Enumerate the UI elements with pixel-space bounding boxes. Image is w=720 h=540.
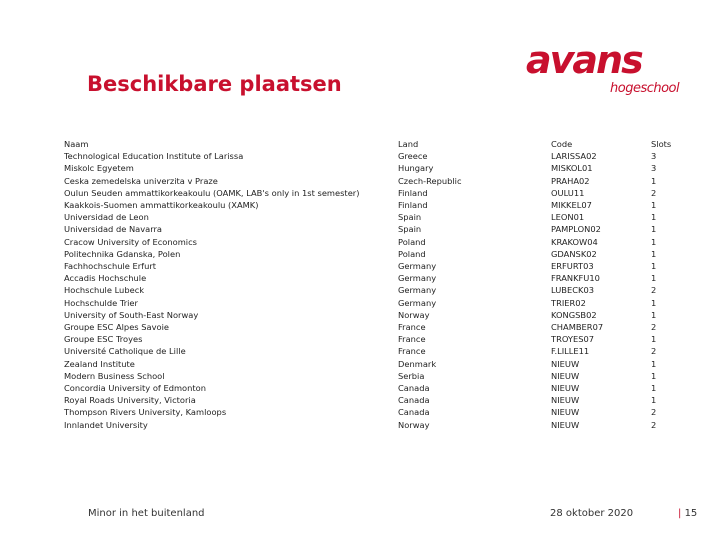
cell-code: MIKKEL07 [551, 200, 592, 211]
cell-name: Universidad de Navarra [64, 224, 162, 235]
cell-name: Groupe ESC Alpes Savoie [64, 322, 169, 333]
cell-slots: 1 [651, 175, 657, 186]
cell-name: Kaakkois-Suomen ammattikorkeakoulu (XAMK) [64, 200, 259, 211]
cell-name: Oulun Seuden ammattikorkeakoulu (OAMK, LAB's only in 1st semester) [64, 187, 360, 198]
cell-slots: 1 [651, 236, 657, 247]
cell-land: Czech-Republic [398, 175, 462, 186]
cell-slots: 2 [651, 419, 657, 430]
table-row [64, 297, 684, 309]
header-name: Naam [64, 139, 89, 149]
cell-slots: 2 [651, 187, 657, 198]
cell-name: Concordia University of Edmonton [64, 383, 206, 394]
cell-land: Germany [398, 285, 437, 296]
cell-name: Miskolc Egyetem [64, 163, 134, 174]
table-row [64, 162, 684, 174]
cell-name: Innlandet University [64, 419, 148, 430]
cell-land: Germany [398, 261, 437, 272]
table-row [64, 284, 684, 296]
cell-land: Canada [398, 395, 430, 406]
cell-land: Germany [398, 273, 437, 284]
footer-page-number [678, 508, 697, 519]
cell-code: NIEUW [551, 419, 580, 430]
cell-code: TRIER02 [551, 297, 586, 308]
cell-code: ERFURT03 [551, 261, 594, 272]
cell-code: GDANSK02 [551, 248, 597, 259]
table-row [64, 248, 684, 260]
cell-name: Universidad de Leon [64, 212, 149, 223]
places-table [64, 138, 684, 431]
cell-slots: 1 [651, 370, 657, 381]
cell-code: LEON01 [551, 212, 585, 223]
table-row [64, 236, 684, 248]
cell-code: CHAMBER07 [551, 322, 604, 333]
cell-name: Cracow University of Economics [64, 236, 197, 247]
cell-slots: 2 [651, 346, 657, 357]
cell-code: MISKOL01 [551, 163, 593, 174]
logo-wordmark: avans [526, 38, 642, 82]
table-row [64, 406, 684, 418]
table-row [64, 333, 684, 345]
cell-code: KRAKOW04 [551, 236, 598, 247]
cell-land: Norway [398, 419, 430, 430]
cell-slots: 1 [651, 200, 657, 211]
cell-slots: 1 [651, 358, 657, 369]
cell-land: Germany [398, 297, 437, 308]
cell-name: Groupe ESC Troyes [64, 334, 143, 345]
table-header-row [64, 138, 684, 150]
footer-date: 28 oktober 2020 [550, 508, 634, 519]
cell-slots: 2 [651, 322, 657, 333]
cell-code: LUBECK03 [551, 285, 595, 296]
cell-land: France [398, 322, 426, 333]
cell-code: NIEUW [551, 395, 580, 406]
cell-name: Zealand Institute [64, 358, 135, 369]
cell-slots: 1 [651, 334, 657, 345]
cell-land: Spain [398, 224, 422, 235]
cell-slots: 1 [651, 224, 657, 235]
table-row [64, 223, 684, 235]
cell-name: University of South-East Norway [64, 309, 199, 320]
avans-logo [526, 38, 694, 100]
table-row [64, 309, 684, 321]
table-row [64, 272, 684, 284]
table-row [64, 394, 684, 406]
cell-land: Spain [398, 212, 422, 223]
cell-slots: 1 [651, 212, 657, 223]
table-row [64, 187, 684, 199]
cell-land: Canada [398, 383, 430, 394]
cell-code: F.LILLE11 [551, 346, 590, 357]
cell-name: Royal Roads University, Victoria [64, 395, 196, 406]
cell-name: Université Catholique de Lille [64, 346, 186, 357]
cell-slots: 1 [651, 273, 657, 284]
cell-code: FRANKFU10 [551, 273, 600, 284]
cell-land: Norway [398, 309, 430, 320]
table-row [64, 211, 684, 223]
cell-name: Ceska zemedelska univerzita v Praze [64, 175, 218, 186]
table-row [64, 382, 684, 394]
table-row [64, 419, 684, 431]
cell-land: Serbia [398, 370, 425, 381]
cell-name: Technological Education Institute of Larissa [64, 151, 244, 162]
header-land: Land [398, 139, 419, 149]
cell-code: NIEUW [551, 383, 580, 394]
cell-land: Greece [398, 151, 428, 162]
cell-land: France [398, 346, 426, 357]
cell-land: Hungary [398, 163, 434, 174]
page-number: 15 [684, 508, 698, 519]
header-code: Code [551, 139, 573, 149]
cell-land: France [398, 334, 426, 345]
cell-slots: 2 [651, 407, 657, 418]
cell-code: PAMPLON02 [551, 224, 601, 235]
table-row [64, 370, 684, 382]
cell-slots: 3 [651, 151, 657, 162]
table-row [64, 260, 684, 272]
cell-code: KONGSB02 [551, 309, 597, 320]
cell-name: Accadis Hochschule [64, 273, 147, 284]
cell-slots: 1 [651, 248, 657, 259]
cell-code: LARISSA02 [551, 151, 597, 162]
cell-code: PRAHA02 [551, 175, 590, 186]
cell-slots: 1 [651, 261, 657, 272]
cell-code: NIEUW [551, 407, 580, 418]
cell-name: Hochschulde Trier [64, 297, 138, 308]
cell-code: NIEUW [551, 358, 580, 369]
cell-land: Poland [398, 248, 426, 259]
logo-subtitle: hogeschool [610, 81, 680, 96]
cell-name: Thompson Rivers University, Kamloops [64, 407, 227, 418]
cell-slots: 3 [651, 163, 657, 174]
cell-land: Poland [398, 236, 426, 247]
table-row [64, 345, 684, 357]
cell-slots: 2 [651, 285, 657, 296]
table-row [64, 321, 684, 333]
cell-slots: 1 [651, 309, 657, 320]
header-slots: Slots [651, 139, 672, 149]
cell-name: Modern Business School [64, 370, 165, 381]
cell-code: NIEUW [551, 370, 580, 381]
page-separator: | [678, 508, 682, 519]
cell-slots: 1 [651, 383, 657, 394]
cell-land: Finland [398, 187, 428, 198]
table-row [64, 358, 684, 370]
cell-land: Finland [398, 200, 428, 211]
cell-name: Fachhochschule Erfurt [64, 261, 157, 272]
table-body [64, 150, 684, 431]
cell-code: TROYES07 [551, 334, 595, 345]
table-row [64, 199, 684, 211]
cell-code: OULU11 [551, 187, 585, 198]
cell-land: Canada [398, 407, 430, 418]
cell-name: Politechnika Gdanska, Polen [64, 248, 181, 259]
page-title: Beschikbare plaatsen [87, 72, 342, 96]
cell-slots: 1 [651, 297, 657, 308]
table-row [64, 175, 684, 187]
table-row [64, 150, 684, 162]
footer-subject: Minor in het buitenland [88, 508, 205, 519]
cell-name: Hochschule Lubeck [64, 285, 145, 296]
cell-land: Denmark [398, 358, 437, 369]
cell-slots: 1 [651, 395, 657, 406]
